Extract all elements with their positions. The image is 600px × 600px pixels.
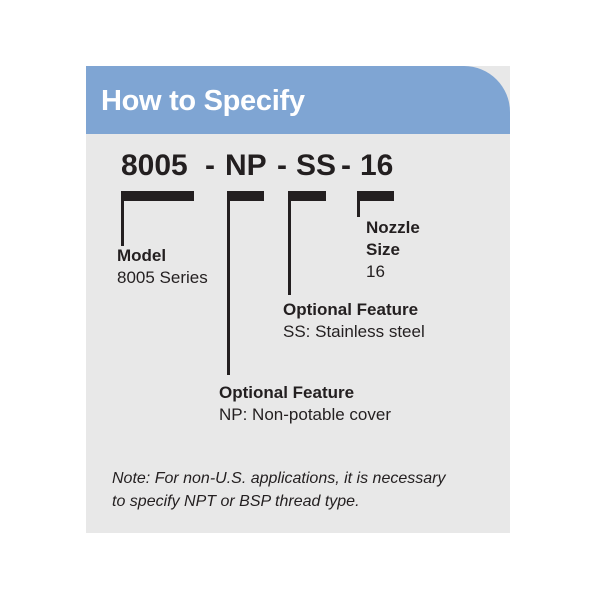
ss-leader-line: [288, 191, 291, 295]
code-dash-3: -: [341, 149, 351, 182]
size-leader-line: [357, 191, 360, 217]
note: [112, 467, 502, 513]
model-leader-line: [121, 191, 124, 246]
model-value: 8005 Series: [117, 268, 208, 287]
note-line-1: Note: For non-U.S. applications, it is necessary: [112, 470, 446, 487]
code-size: 16: [360, 149, 394, 182]
note-line-2: to specify NPT or BSP thread type.: [112, 493, 360, 510]
header-title: How to Specify: [101, 85, 305, 117]
model-title: Model: [117, 246, 167, 265]
np-feature-title: Optional Feature: [219, 383, 355, 402]
ss-feature-value: SS: Stainless steel: [283, 322, 425, 341]
np-underline: [227, 191, 264, 201]
np-leader-line: [227, 191, 230, 375]
nozzle-value: 16: [366, 262, 385, 281]
model-underline: [121, 191, 194, 201]
code-np: NP: [225, 149, 267, 182]
size-underline: [357, 191, 394, 201]
nozzle-title-line1: Nozzle: [366, 218, 420, 237]
code-model: 8005: [121, 149, 188, 182]
code-dash-1: -: [205, 149, 215, 182]
code-ss: SS: [296, 149, 337, 182]
ss-feature-title: Optional Feature: [283, 300, 419, 319]
code-dash-2: -: [277, 149, 287, 182]
ss-underline: [288, 191, 326, 201]
np-feature-value: NP: Non-potable cover: [219, 405, 391, 424]
nozzle-title-line2: Size: [366, 240, 401, 259]
